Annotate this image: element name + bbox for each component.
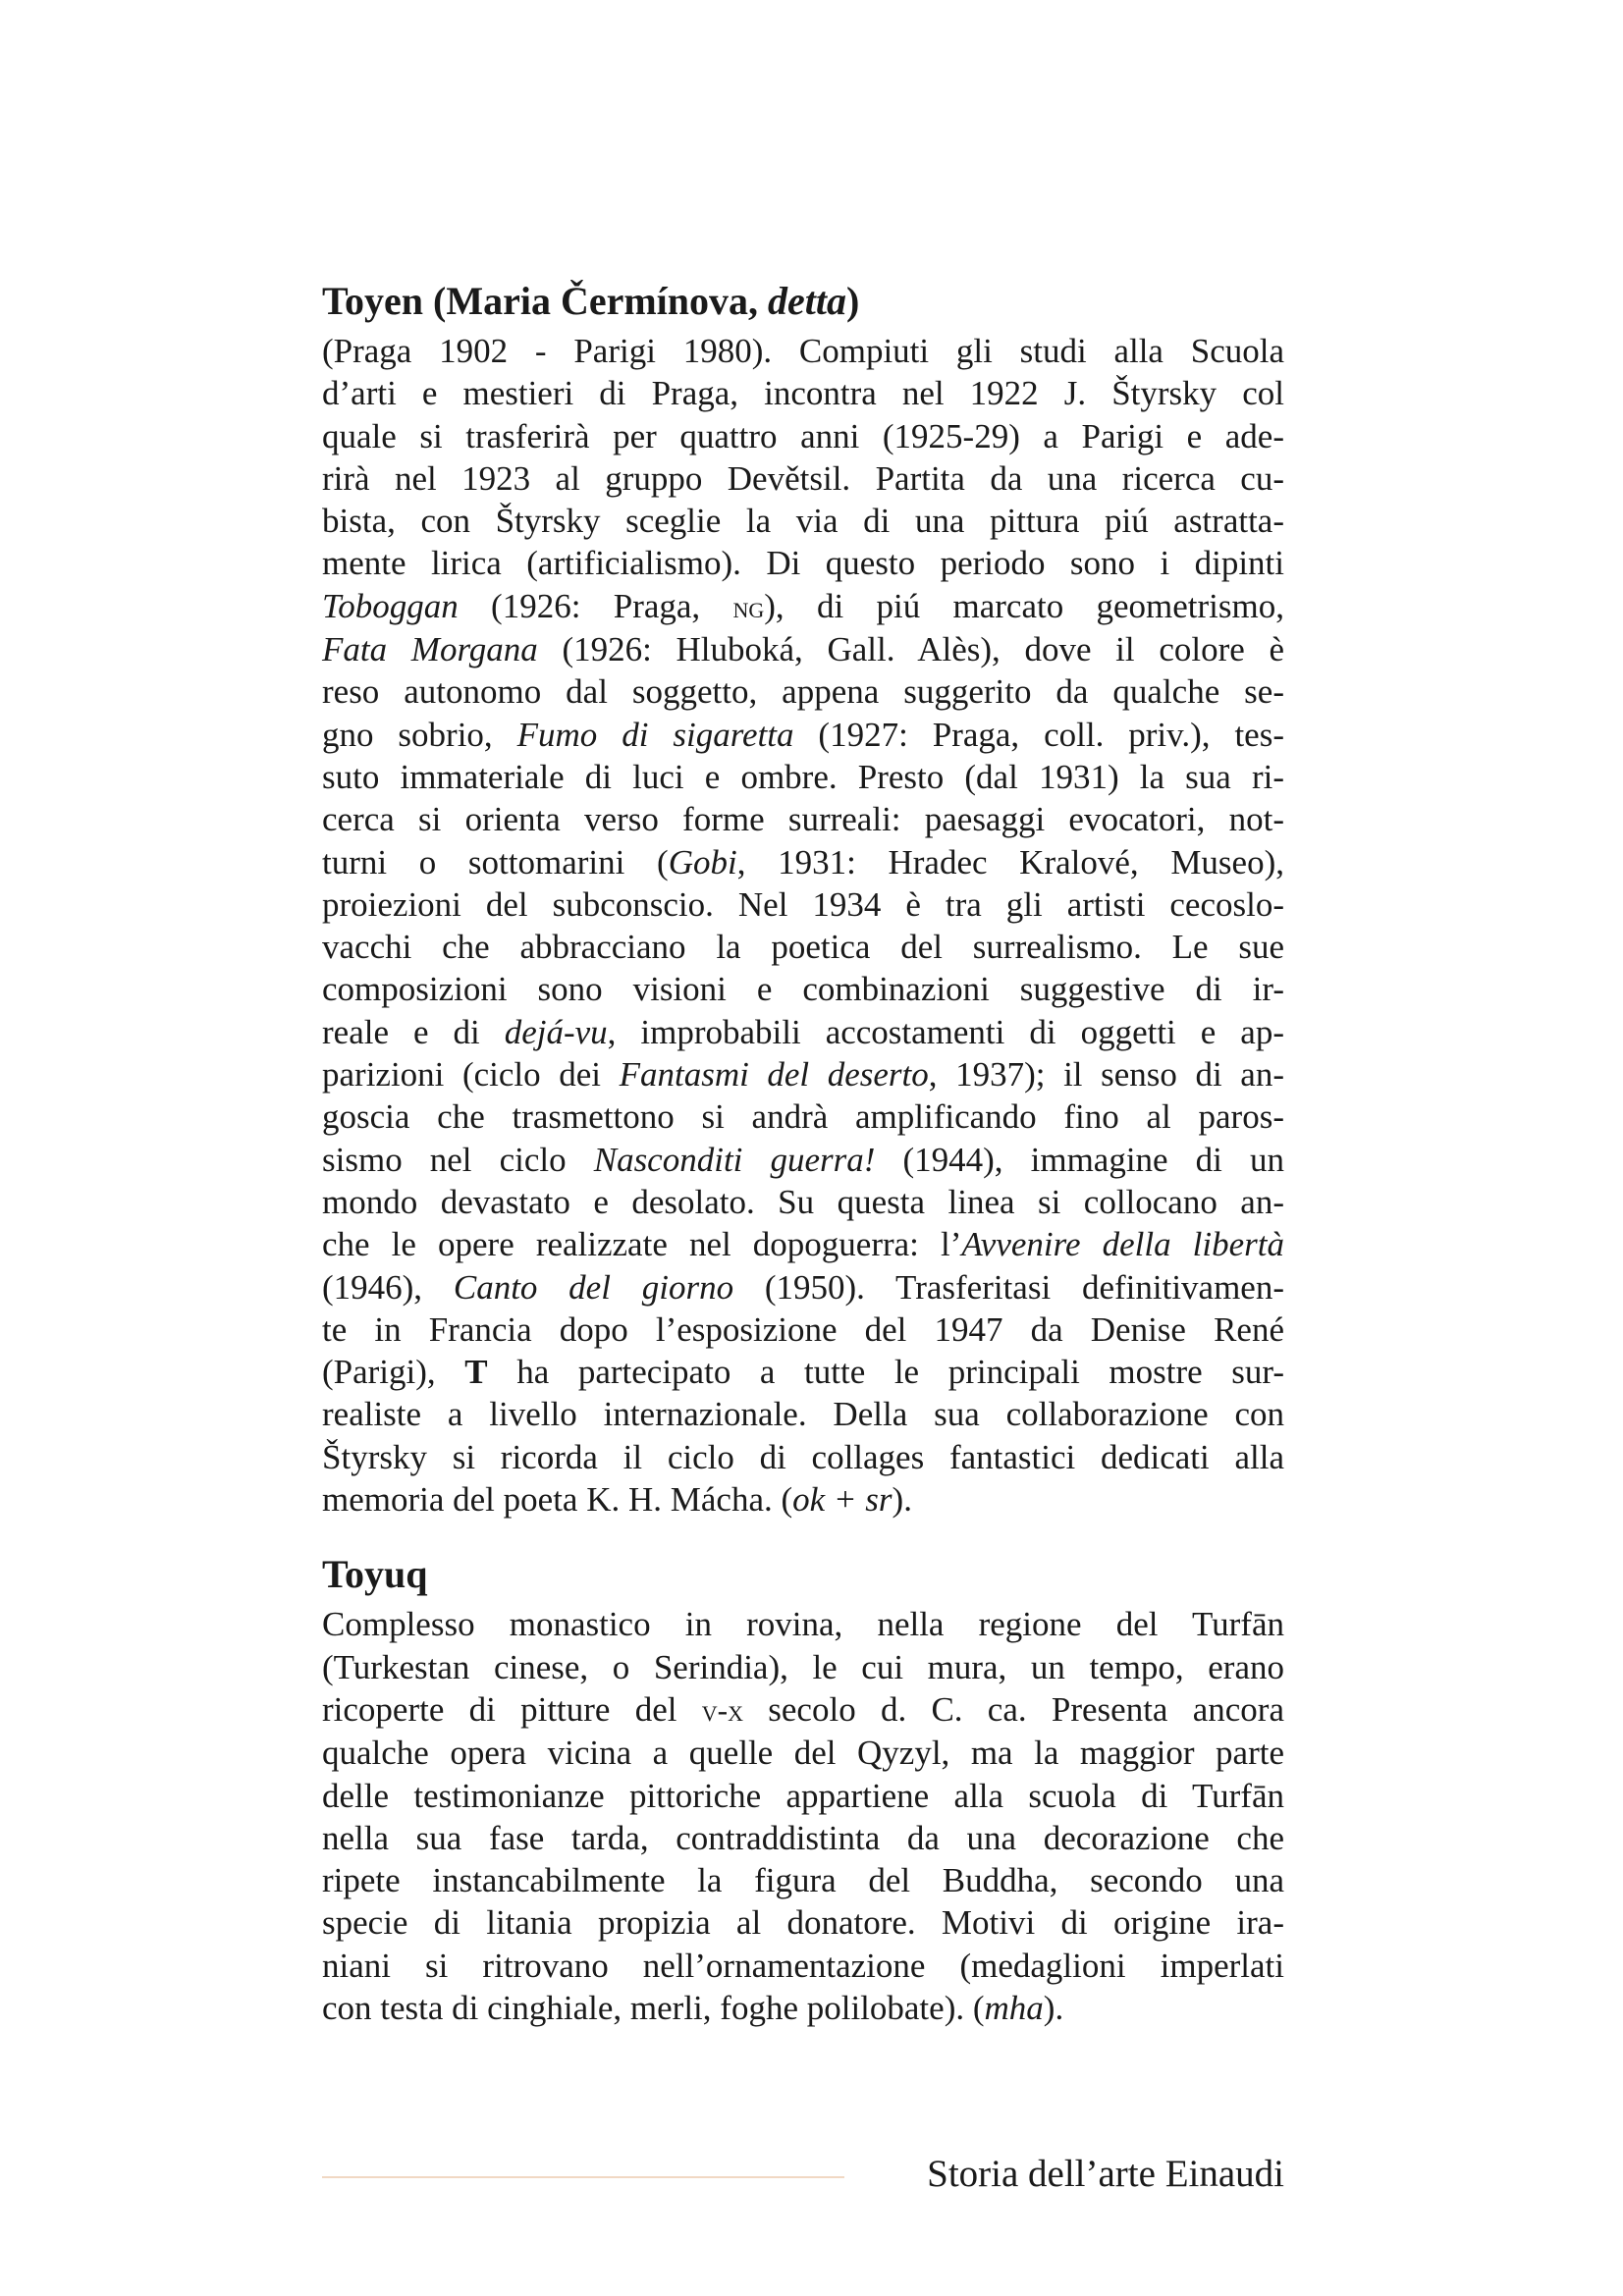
text-line: [322, 968, 1284, 1010]
italic-run: Canto del giorno: [453, 1267, 734, 1307]
text-run: vacchi che abbracciano la poetica del surrealismo. Le sue: [322, 928, 1284, 967]
text-run: secolo d. C. ca. Presenta ancora: [743, 1689, 1284, 1729]
text-line: [322, 1308, 1284, 1351]
text-run: specie di litania propizia al donatore. Motivi di origine ira-: [322, 1903, 1284, 1943]
text-run: (Turkestan cinese, o Serindia), le cui mura, un tempo, erano: [322, 1647, 1284, 1686]
page-content: [322, 277, 1284, 2029]
text-run: ng: [732, 589, 765, 624]
text-line: [322, 1646, 1284, 1688]
text-run: proiezioni del subconscio. Nel 1934 è tra gli artisti cecoslo-: [322, 884, 1284, 924]
text-line: [322, 500, 1284, 542]
text-line: [322, 670, 1284, 713]
text-line: [322, 1859, 1284, 1901]
italic-run: Fumo di sigaretta: [516, 715, 794, 754]
text-run: ).: [892, 1480, 912, 1520]
text-run: bista, con Štyrsky sceglie la via di una pittura piú astratta-: [322, 502, 1284, 541]
text-run: (Praga 1902 - Parigi 1980). Compiuti gli studi alla Scuola: [322, 332, 1284, 370]
text-run: (1944), immagine di un: [875, 1140, 1284, 1179]
text-line: [322, 798, 1284, 840]
italic-run: mha: [984, 1988, 1044, 2027]
text-line: [322, 1393, 1284, 1435]
entry-body: [322, 330, 1284, 1521]
text-line: [322, 1478, 1284, 1521]
text-line: [322, 1945, 1284, 1987]
text-run: te in Francia dopo l’esposizione del 1947 da Denise René: [322, 1309, 1284, 1349]
text-line: [322, 585, 1284, 628]
text-line: [322, 1987, 1284, 2029]
text-run: (1926: Praga,: [458, 586, 733, 625]
text-run: che le opere realizzate nel dopoguerra: l’: [322, 1225, 962, 1264]
text-run: qualche opera vicina a quelle del Qyzyl, ma la maggior parte: [322, 1734, 1284, 1773]
text-run: Štyrsky si ricorda il ciclo di collages fantastici dedicati alla: [322, 1437, 1284, 1476]
text-line: [322, 883, 1284, 926]
footer-publisher: Storia dell’arte Einaudi: [927, 2153, 1284, 2195]
text-line: [322, 1436, 1284, 1478]
title-italic: detta: [768, 279, 847, 323]
text-run: realiste a livello internazionale. Della sua collaborazione con: [322, 1395, 1284, 1434]
text-line: [322, 926, 1284, 968]
entry-toyuq: [322, 1550, 1284, 2029]
text-run: Complesso monastico in rovina, nella regione del Turfān: [322, 1605, 1284, 1644]
text-line: [322, 1266, 1284, 1308]
text-run: suto immateriale di luci e ombre. Presto (dal 1931) la sua ri-: [322, 757, 1284, 796]
text-line: [322, 1223, 1284, 1265]
text-line: [322, 1095, 1284, 1138]
title-close: ): [846, 279, 860, 323]
text-line: [322, 415, 1284, 457]
text-run: (Parigi),: [322, 1353, 465, 1392]
text-run: composizioni sono visioni e combinazioni suggestive di ir-: [322, 970, 1284, 1009]
text-line: [322, 1181, 1284, 1223]
text-run: (1946),: [322, 1267, 454, 1307]
text-run: parizioni (ciclo dei: [322, 1055, 620, 1095]
text-run: delle testimonianze pittoriche appartiene alla scuola di Turfān: [322, 1776, 1284, 1815]
text-run: , improbabili accostamenti di oggetti e ap-: [607, 1012, 1284, 1051]
text-run: (1927: Praga, coll. priv.), tes-: [793, 715, 1284, 754]
text-line: [322, 457, 1284, 500]
text-run: d’arti e mestieri di Praga, incontra nel 1922 J. Štyrsky col: [322, 374, 1284, 413]
text-run: v-x: [701, 1692, 744, 1728]
text-run: cerca si orienta verso forme surreali: paesaggi evocatori, not-: [322, 800, 1284, 839]
text-line: [322, 1688, 1284, 1732]
text-line: [322, 330, 1284, 372]
bold-run: T: [464, 1353, 488, 1392]
text-run: ripete instancabilmente la figura del Buddha, secondo una: [322, 1861, 1284, 1900]
italic-run: Fata Morgana: [322, 630, 538, 669]
italic-run: dejá-vu: [504, 1012, 608, 1051]
text-run: nella sua fase tarda, contraddistinta da una decorazione che: [322, 1818, 1284, 1857]
text-run: goscia che trasmettono si andrà amplificando fino al paros-: [322, 1097, 1284, 1137]
text-run: (1926: Hluboká, Gall. Alès), dove il colore è: [537, 630, 1284, 669]
text-line: [322, 1011, 1284, 1053]
text-run: gno sobrio,: [322, 715, 517, 754]
text-run: quale si trasferirà per quattro anni (1925-29) a Parigi e ade-: [322, 416, 1284, 455]
text-line: [322, 1732, 1284, 1774]
text-line: [322, 1139, 1284, 1181]
title-main: Toyuq: [322, 1552, 428, 1597]
italic-run: Nasconditi guerra!: [593, 1140, 876, 1179]
text-run: turni o sottomarini (: [322, 842, 669, 881]
text-run: mente lirica (artificialismo). Di questo periodo sono i dipinti: [322, 544, 1284, 583]
italic-run: Avvenire della libertà: [961, 1225, 1284, 1264]
footer-rule: [322, 2176, 844, 2178]
text-line: [322, 841, 1284, 883]
text-run: (1950). Trasferitasi definitivamen-: [733, 1267, 1284, 1307]
text-run: reso autonomo dal soggetto, appena suggerito da qualche se-: [322, 672, 1284, 712]
text-run: , 1937); il senso di an-: [928, 1055, 1284, 1095]
text-line: [322, 1901, 1284, 1944]
italic-run: ok + sr: [792, 1480, 893, 1520]
text-line: [322, 1351, 1284, 1393]
text-line: [322, 372, 1284, 414]
text-run: con testa di cinghiale, merli, foghe polilobate). (: [322, 1988, 985, 2027]
text-line: [322, 1817, 1284, 1859]
text-run: , 1931: Hradec Kralové, Museo),: [736, 842, 1284, 881]
text-line: [322, 628, 1284, 670]
italic-run: Gobi: [668, 842, 737, 881]
entry-title: [322, 277, 1284, 326]
italic-run: Fantasmi del deserto: [619, 1055, 929, 1095]
text-run: sismo nel ciclo: [322, 1140, 594, 1179]
page-footer: [322, 2150, 1284, 2199]
italic-run: Toboggan: [322, 586, 459, 625]
text-run: rirà nel 1923 al gruppo Devětsil. Partita da una ricerca cu-: [322, 458, 1284, 498]
text-line: [322, 1053, 1284, 1095]
entry-body: [322, 1603, 1284, 2029]
entry-title: [322, 1550, 1284, 1599]
text-run: reale e di: [322, 1012, 505, 1051]
text-run: mondo devastato e desolato. Su questa linea si collocano an-: [322, 1182, 1284, 1221]
text-line: [322, 542, 1284, 584]
text-run: ha partecipato a tutte le principali mostre sur-: [487, 1353, 1284, 1392]
text-run: ), di piú marcato geometrismo,: [764, 586, 1284, 625]
text-line: [322, 1603, 1284, 1645]
text-run: niani si ritrovano nell’ornamentazione (medaglioni imperlati: [322, 1946, 1284, 1985]
text-run: ricoperte di pitture del: [322, 1689, 702, 1729]
text-run: memoria del poeta K. H. Mácha. (: [322, 1480, 793, 1520]
entry-toyen: [322, 277, 1284, 1521]
title-main: Toyen (Maria Čermínova,: [322, 279, 759, 323]
text-run: ).: [1043, 1988, 1064, 2027]
text-line: [322, 714, 1284, 756]
text-line: [322, 1775, 1284, 1817]
text-line: [322, 756, 1284, 798]
